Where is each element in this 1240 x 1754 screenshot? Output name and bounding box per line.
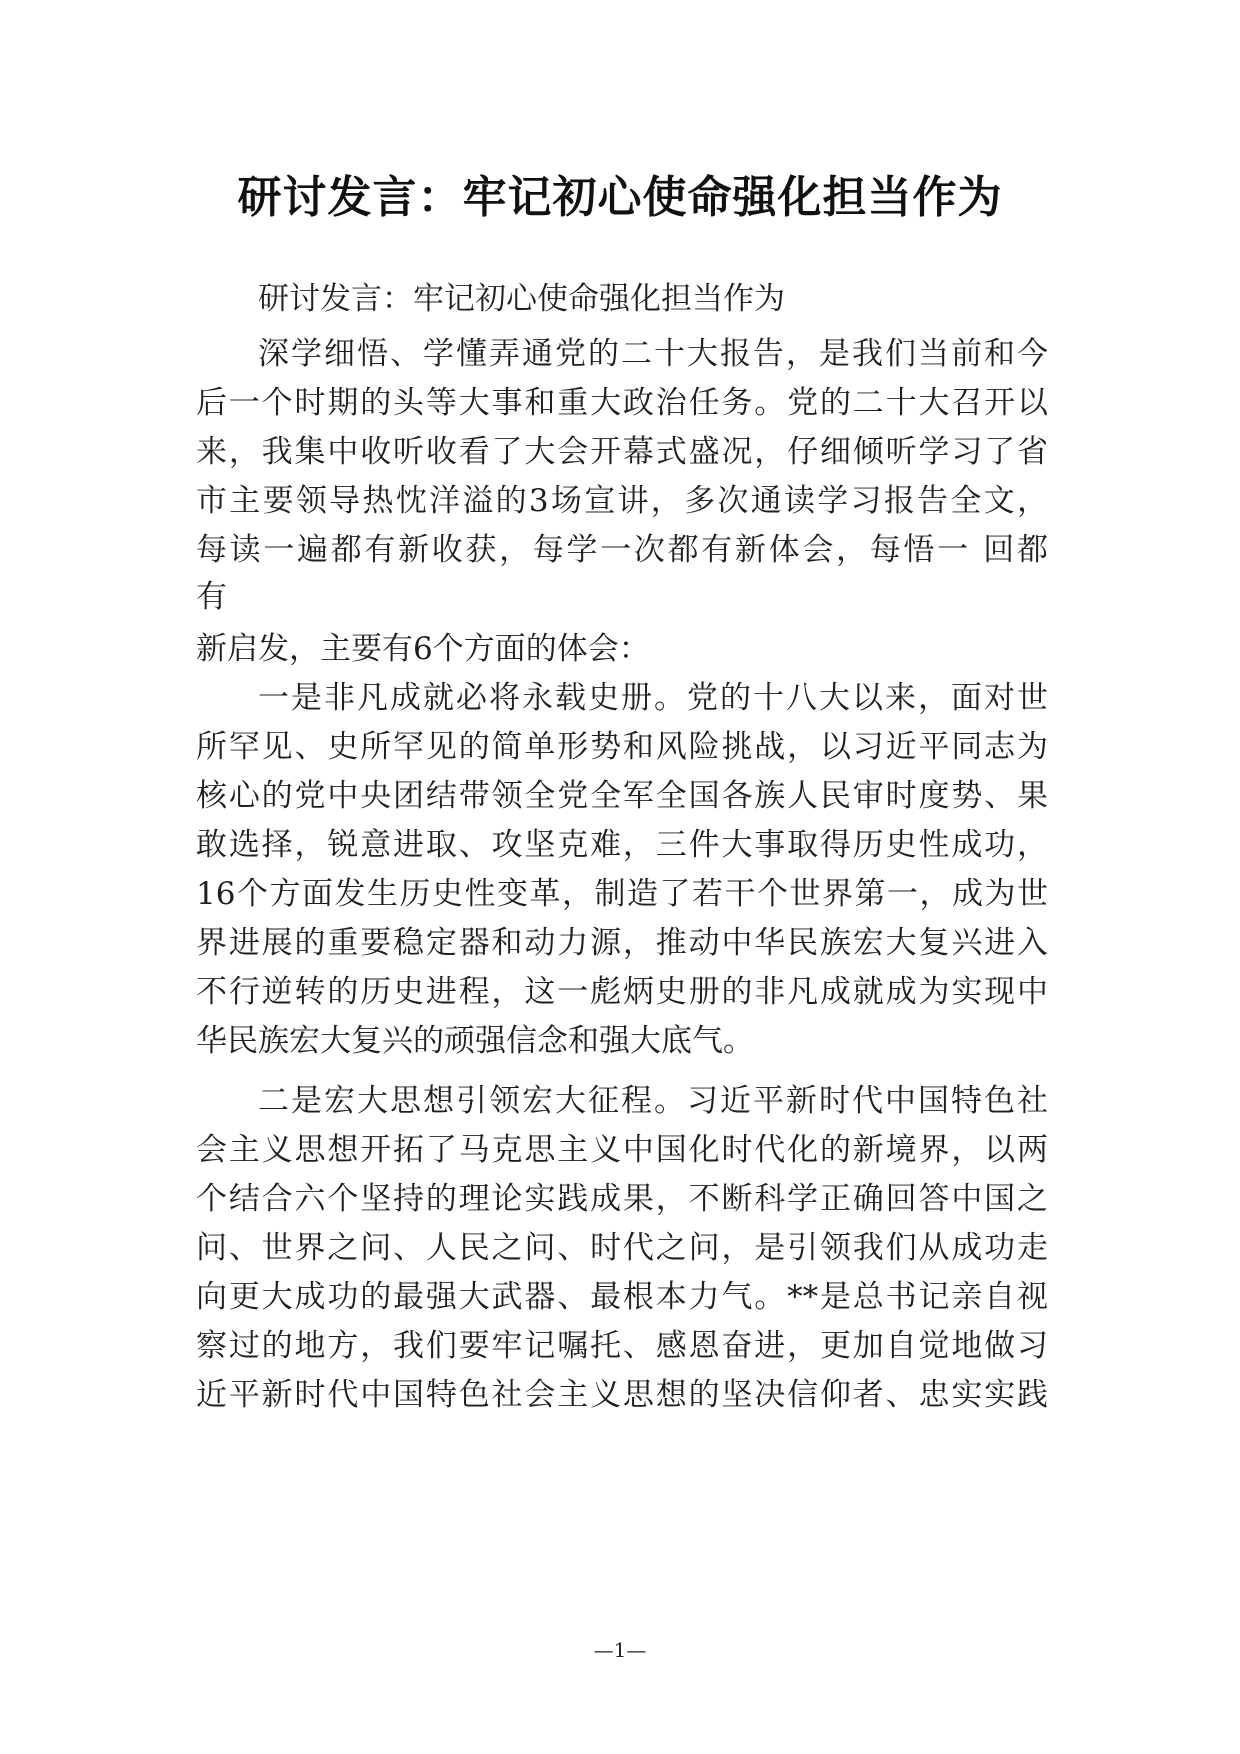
- paragraph-line: 有: [196, 579, 227, 615]
- paragraph-line: 每读一遍都有新收获，每学一次都有新体会，每悟一 回都: [196, 532, 1048, 568]
- paragraph-line: 16个方面发生历史性变革，制造了若干个世界第一，成为世: [196, 876, 1048, 912]
- paragraph-line: 敢选择，锐意进取、攻坚克难，三件大事取得历史性成功，: [196, 827, 1048, 863]
- subtitle-line: 研讨发言：牢记初心使命强化担当作为: [258, 281, 785, 317]
- page-number: —1—: [593, 1638, 647, 1662]
- paragraph-line: 市主要领导热忱洋溢的3场宣讲，多次通读学习报告全文，: [196, 483, 1048, 519]
- paragraph-line: 近平新时代中国特色社会主义思想的坚决信仰者、忠实实践: [196, 1377, 1048, 1413]
- paragraph-line: 新启发，主要有6个方面的体会：: [196, 631, 650, 667]
- paragraph-line: 二是宏大思想引领宏大征程。习近平新时代中国特色社: [258, 1083, 1048, 1119]
- paragraph-line: 向更大成功的最强大武器、最根本力气。**是总书记亲自视: [196, 1279, 1048, 1315]
- paragraph-line: 界进展的重要稳定器和动力源，推动中华民族宏大复兴进入: [196, 925, 1048, 961]
- paragraph-line: 华民族宏大复兴的顽强信念和强大底气。: [196, 1023, 754, 1059]
- paragraph-line: 个结合六个坚持的理论实践成果，不断科学正确回答中国之: [196, 1181, 1048, 1217]
- paragraph-line: 来，我集中收听收看了大会开幕式盛况，仔细倾听学习了省: [196, 434, 1048, 470]
- paragraph-line: 会主义思想开拓了马克思主义中国化时代化的新境界，以两: [196, 1132, 1048, 1168]
- paragraph-line: 不行逆转的历史进程，这一彪炳史册的非凡成就成为实现中: [196, 974, 1048, 1010]
- paragraph-line: 察过的地方，我们要牢记嘱托、感恩奋进，更加自觉地做习: [196, 1328, 1048, 1364]
- document-title: 研讨发言：牢记初心使命强化担当作为: [237, 172, 1003, 223]
- paragraph-line: 核心的党中央团结带领全党全军全国各族人民审时度势、果: [196, 778, 1048, 814]
- paragraph-line: 深学细悟、学懂弄通党的二十大报告，是我们当前和今: [258, 336, 1048, 372]
- paragraph-line: 一是非凡成就必将永载史册。党的十八大以来，面对世: [258, 680, 1048, 716]
- paragraph-line: 后一个时期的头等大事和重大政治任务。党的二十大召开以: [196, 385, 1048, 421]
- paragraph-line: 问、世界之问、人民之问、时代之问，是引领我们从成功走: [196, 1230, 1048, 1266]
- paragraph-line: 所罕见、史所罕见的简单形势和风险挑战，以习近平同志为: [196, 729, 1048, 765]
